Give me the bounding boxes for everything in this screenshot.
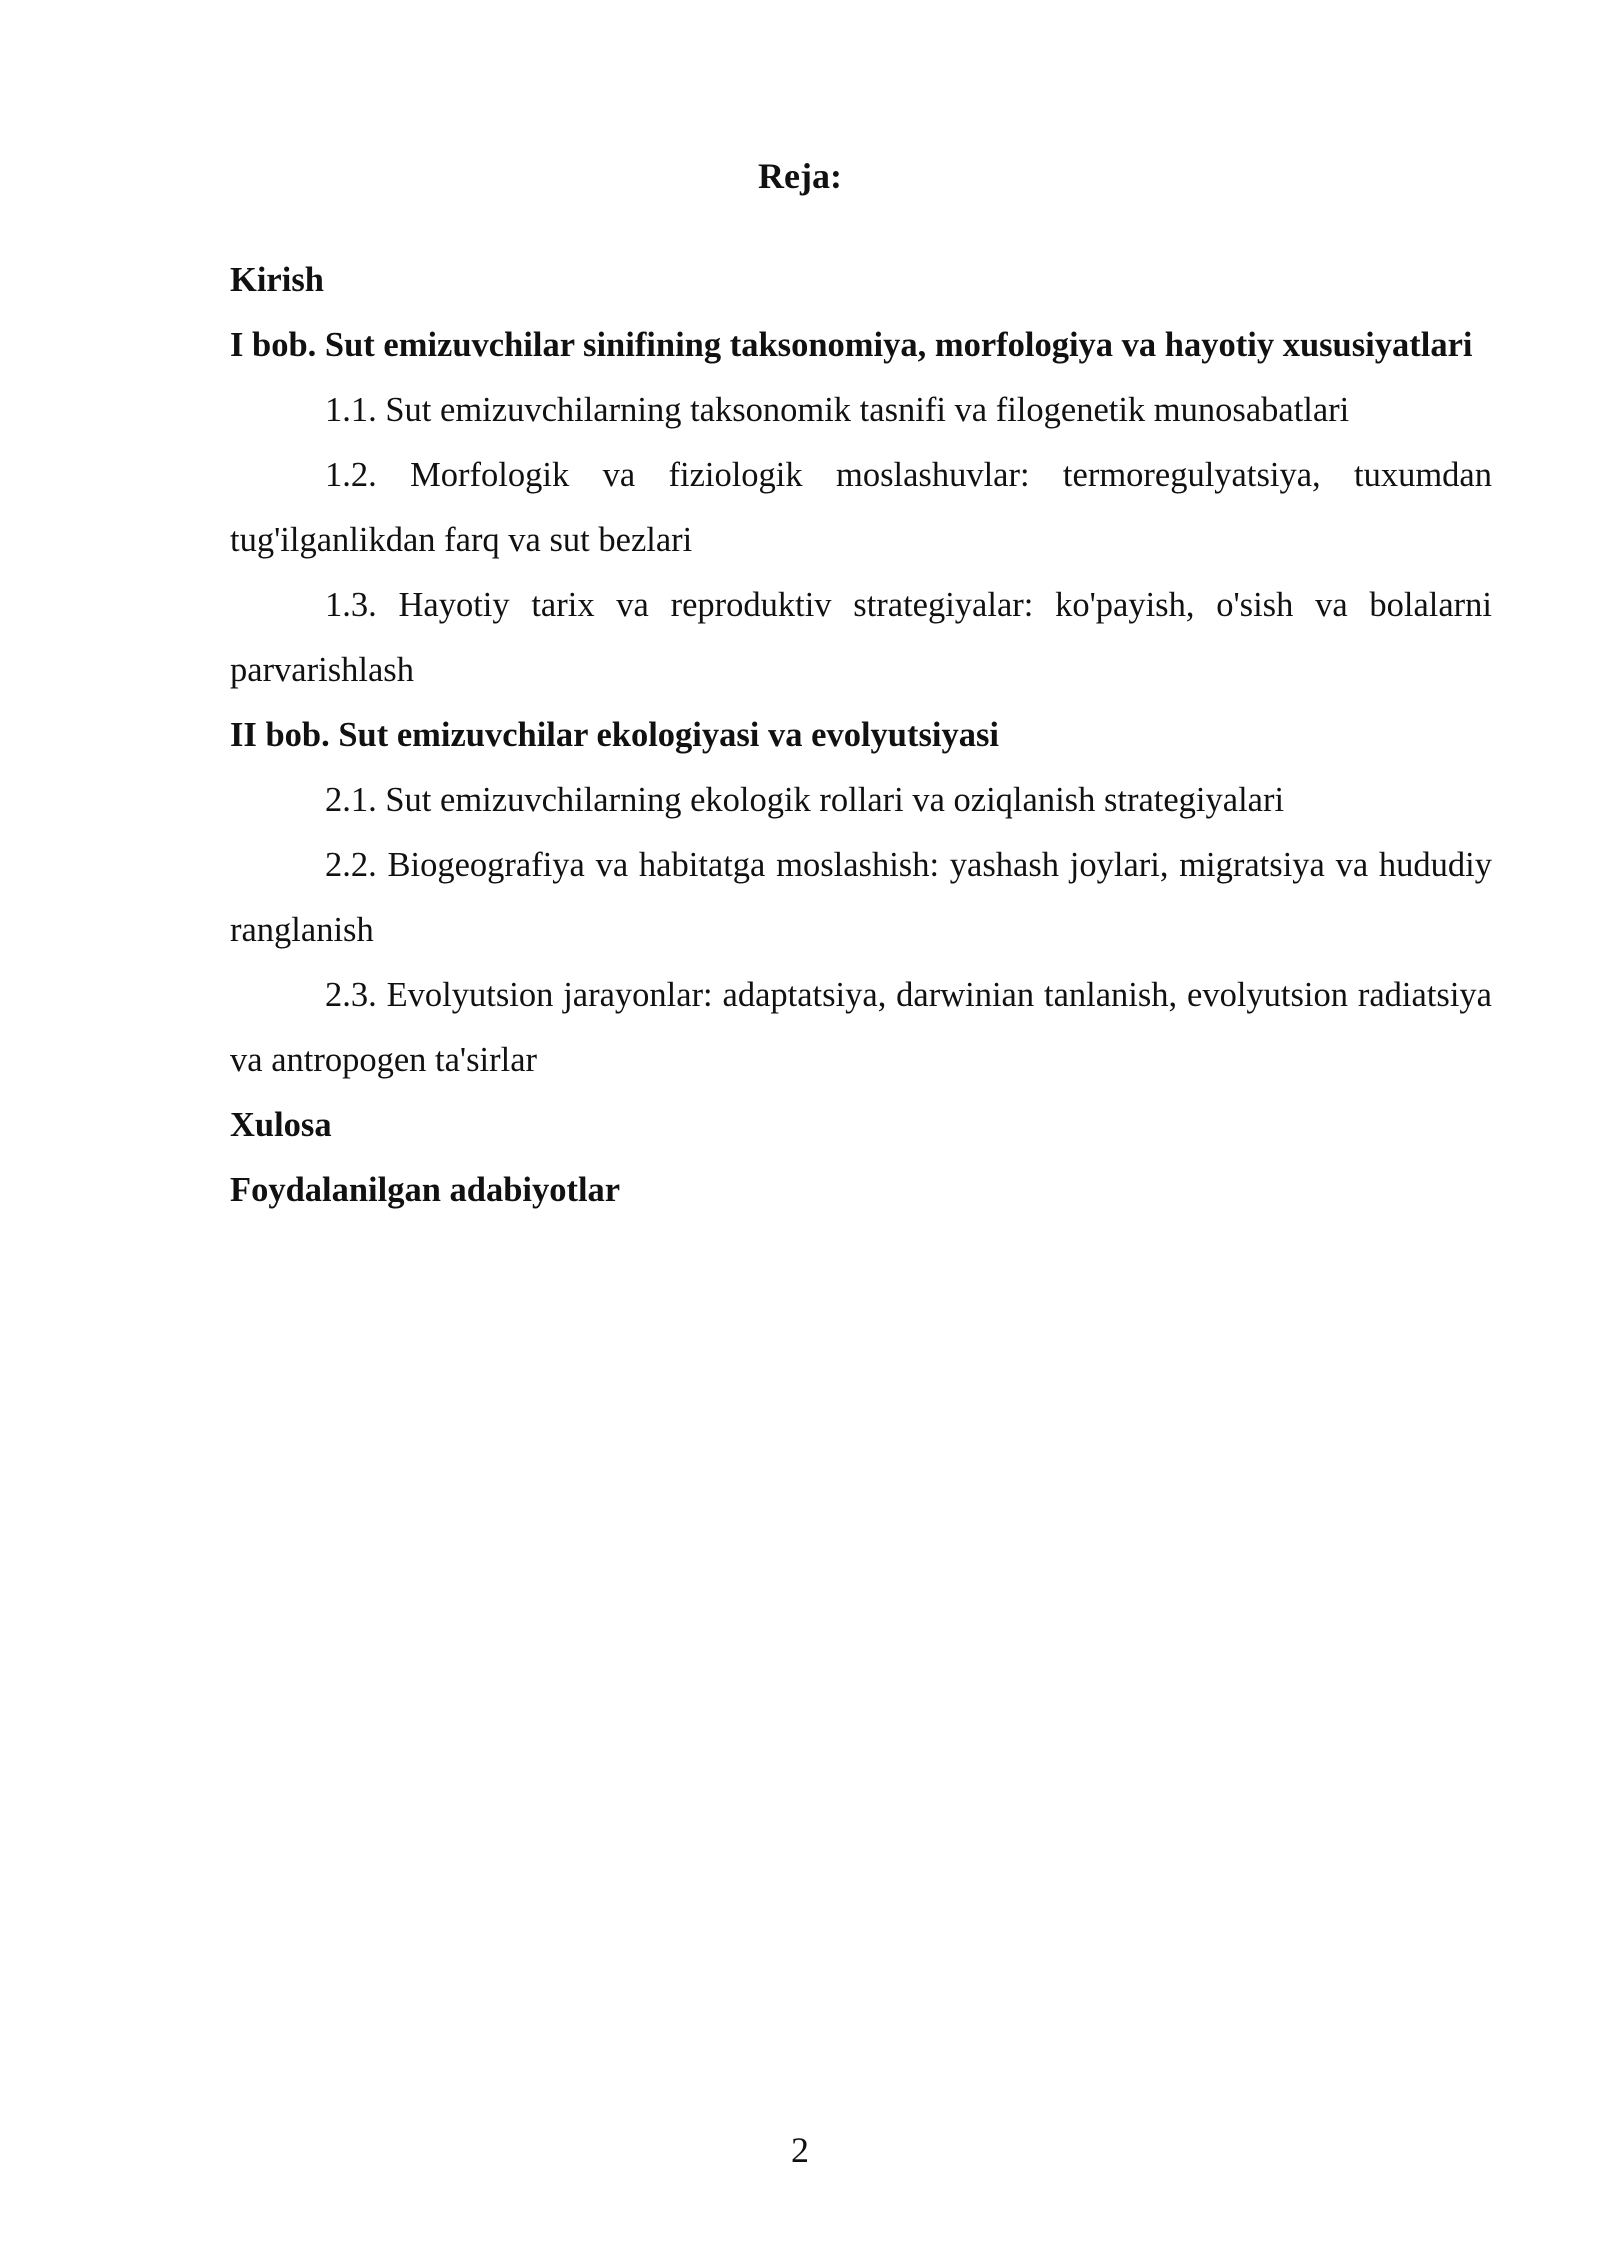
toc-section-2-1: 2.1. Sut emizuvchilarning ekologik rollari va oziqlanish strategiyalari: [325, 781, 1285, 819]
toc-item-references: Foydalanilgan adabiyotlar: [230, 1171, 621, 1209]
toc-item-xulosa: Xulosa: [230, 1106, 332, 1144]
toc-section-2-3: 2.3. Evolyutsion jarayonlar: adaptatsiya, darwinian tanlanish, evolyutsion radiatsiya va antropogen ta'sirlar: [230, 976, 1492, 1079]
toc-section-2-2: 2.2. Biogeografiya va habitatga moslashish: yashash joylari, migratsiya va hududiy ranglanish: [230, 846, 1492, 949]
toc-item-kirish: Kirish: [230, 261, 324, 299]
toc-chapter-2: II bob. Sut emizuvchilar ekologiyasi va evolyutsiyasi: [230, 716, 999, 754]
table-of-contents: [230, 248, 1492, 1223]
page-number: 2: [791, 2130, 809, 2170]
toc-chapter-1: I bob. Sut emizuvchilar sinifining taksonomiya, morfologiya va hayotiy xususiyatlari: [230, 326, 1473, 364]
page-title: Reja:: [758, 156, 842, 196]
toc-section-1-3: 1.3. Hayotiy tarix va reproduktiv strategiyalar: ko'payish, o'sish va bolalarni parvarishlash: [230, 586, 1492, 689]
toc-section-1-2: 1.2. Morfologik va fiziologik moslashuvlar: termoregulyatsiya, tuxumdan tug'ilganlikdan farq va sut bezlari: [230, 456, 1492, 559]
toc-section-1-1: 1.1. Sut emizuvchilarning taksonomik tasnifi va filogenetik munosabatlari: [325, 391, 1350, 429]
